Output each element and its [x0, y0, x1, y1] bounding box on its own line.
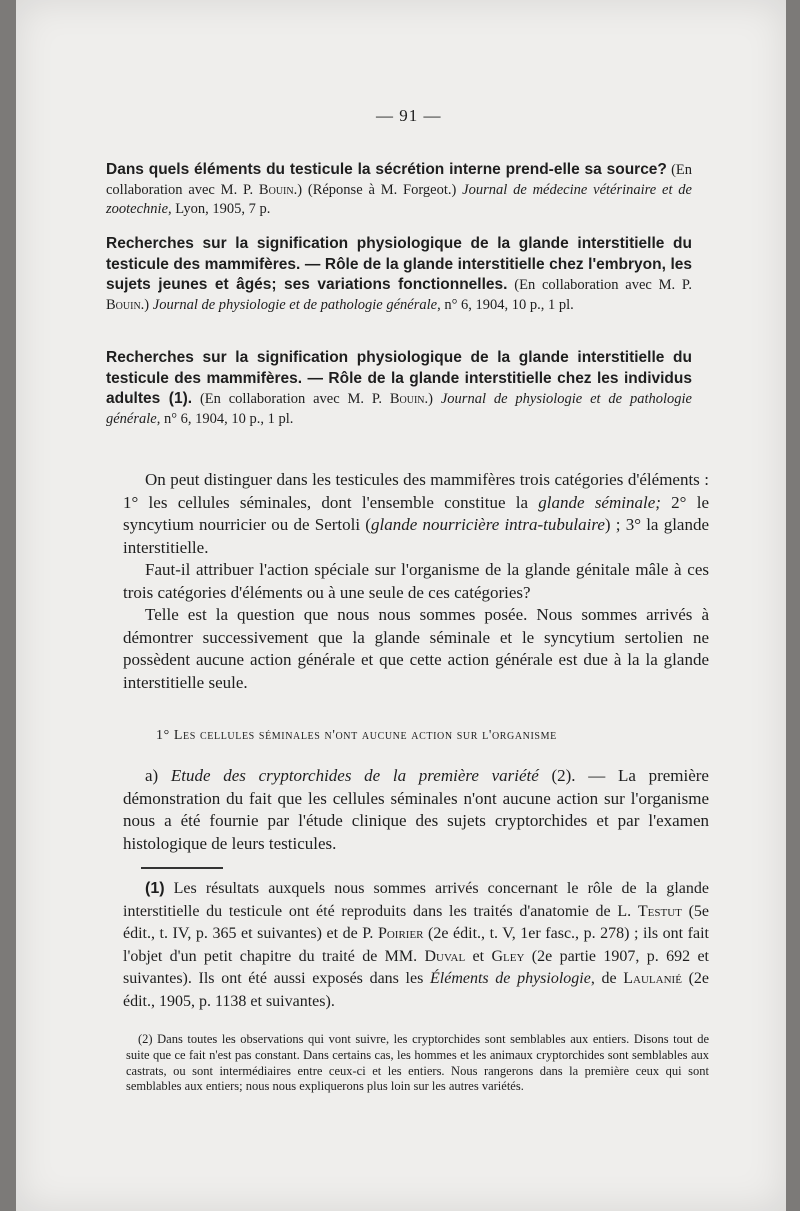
- author-name: Bouin: [389, 391, 425, 407]
- footnote-text: et: [465, 947, 492, 965]
- section-a: [123, 765, 709, 855]
- reference-collab: (En collaboration avec M. P.: [106, 162, 692, 198]
- reference-details: , n° 6, 1904, 10 p., 1 pl.: [437, 296, 574, 313]
- author-name: Poirier: [377, 925, 424, 942]
- journal-name: Journal de physiologie et de pathologie générale: [106, 391, 692, 427]
- reference-collab-close: .): [140, 296, 153, 313]
- footnote-marker: (1): [145, 880, 165, 897]
- paragraph-1: [123, 469, 709, 559]
- reference-details: , n° 6, 1904, 10 p., 1 pl.: [156, 410, 294, 427]
- work-title: Éléments de physiologie: [430, 970, 591, 987]
- reference-collab-close: .) (Réponse à M. Forgeot.): [293, 181, 457, 198]
- author-name: Testut: [637, 902, 682, 920]
- main-text: [123, 469, 709, 694]
- author-name: Laulanié: [623, 970, 682, 987]
- author-name: Bouin: [258, 181, 294, 198]
- footnote-text: (2e édit., 1905, p. 1138 et suivantes).: [123, 970, 710, 1010]
- footnote-text: Les résultats auxquels nous sommes arrivés concernant le rôle de la glande interstitielle du testicule ont été reproduits dans les traités d'anatomie de L.: [123, 880, 709, 920]
- footnote-text: (2e édit., t. V, 1er fasc., p. 278) ; ils ont fait l'objet d'un petit chapitre du traité de MM.: [123, 925, 709, 965]
- document-page: [16, 0, 786, 1211]
- paragraph-text: (2). — La première démonstration du fait que les cellules séminales n'ont aucune action sur l'organisme nous a été fournie par l'étude clinique des sujets cryptorchides et par l'examen histologique de leurs testicules.: [123, 766, 709, 853]
- footnote-text: (5e édit., t. IV, p. 365 et suivantes) et de P.: [123, 902, 710, 942]
- reference-entry-3: [106, 348, 692, 429]
- journal-name: Journal de physiologie et de pathologie générale: [152, 296, 438, 313]
- journal-name: Journal de médecine vétérinaire et de zootechnie: [106, 181, 692, 217]
- section-heading: 1° Les cellules séminales n'ont aucune action sur l'organisme: [156, 728, 557, 743]
- paragraph-text: ) ; 3° la glande interstitielle.: [123, 515, 710, 557]
- footnote-text: (2e partie 1907, p. 692 et suivantes). Ils ont été aussi exposés dans les: [123, 947, 709, 987]
- footnote-1: [123, 878, 709, 1013]
- section-title: Etude des cryptorchides de la première variété: [170, 766, 539, 785]
- reference-collab: (En collaboration avec M. P.: [199, 391, 390, 407]
- section-label: a): [145, 766, 171, 785]
- reference-entry-1: [106, 160, 692, 220]
- reference-title: Recherches sur la signification physiologique de la glande interstitielle du testicule des mammifères. — Rôle de la glande interstitielle chez l'embryon, les sujets jeunes et âgés; ses variations fonctionnelles.: [106, 235, 692, 293]
- paragraph-text: 2° le syncytium nourricier ou de Sertoli (: [123, 492, 710, 534]
- author-name: Gley: [491, 947, 525, 965]
- reference-title: Recherches sur la signification physiologique de la glande interstitielle du testicule des mammifères. — Rôle de la glande interstitielle chez les individus adultes (1).: [106, 349, 692, 407]
- footnote-text: , de: [590, 970, 624, 987]
- footnote-divider: [141, 867, 223, 869]
- paragraph-2: Faut-il attribuer l'action spéciale sur l'organisme de la glande génitale mâle à ces trois catégories d'éléments ou à une seule de ces catégories?: [123, 560, 709, 602]
- reference-title: Dans quels éléments du testicule la sécrétion interne prend-elle sa source?: [106, 161, 667, 178]
- italic-term: glande nourricière intra-tubulaire: [370, 515, 605, 534]
- reference-details: , Lyon, 1905, 7 p.: [168, 201, 271, 217]
- italic-term: glande séminale;: [538, 492, 661, 512]
- paragraph-text: On peut distinguer dans les testicules des mammifères trois catégories d'éléments : 1° les cellules séminales, dont l'ensemble constitue la: [123, 470, 709, 512]
- author-name: Bouin: [106, 296, 141, 313]
- reference-entry-2: [106, 234, 692, 315]
- section-a-paragraph: [123, 765, 709, 855]
- author-name: Duval: [424, 947, 466, 965]
- reference-collab: (En collaboration avec M. P.: [514, 277, 693, 293]
- page-number: — 91 —: [376, 106, 442, 125]
- footnote-2: (2) Dans toutes les observations qui vont suivre, les cryptorchides sont semblables aux entiers. Disons tout de suite que ce fait n'est pas constant. Dans certains cas, les hommes et les animaux cryptorchides sont semblables aux castrats, ou sont intermédiaires entre ceux-ci et les entiers. Nous rangerons dans la première ceux qui sont semblables aux entiers; nous nous expliquerons plus loin sur les autres variétés.: [126, 1032, 709, 1094]
- reference-collab-close: .): [424, 391, 441, 407]
- paragraph-3: Telle est la question que nous nous sommes posée. Nous sommes arrivés à démontrer successivement que la glande séminale et le syncytium sertolien ne possèdent aucune action générale et que cette action générale est due à la la glande interstitielle seule.: [123, 605, 709, 692]
